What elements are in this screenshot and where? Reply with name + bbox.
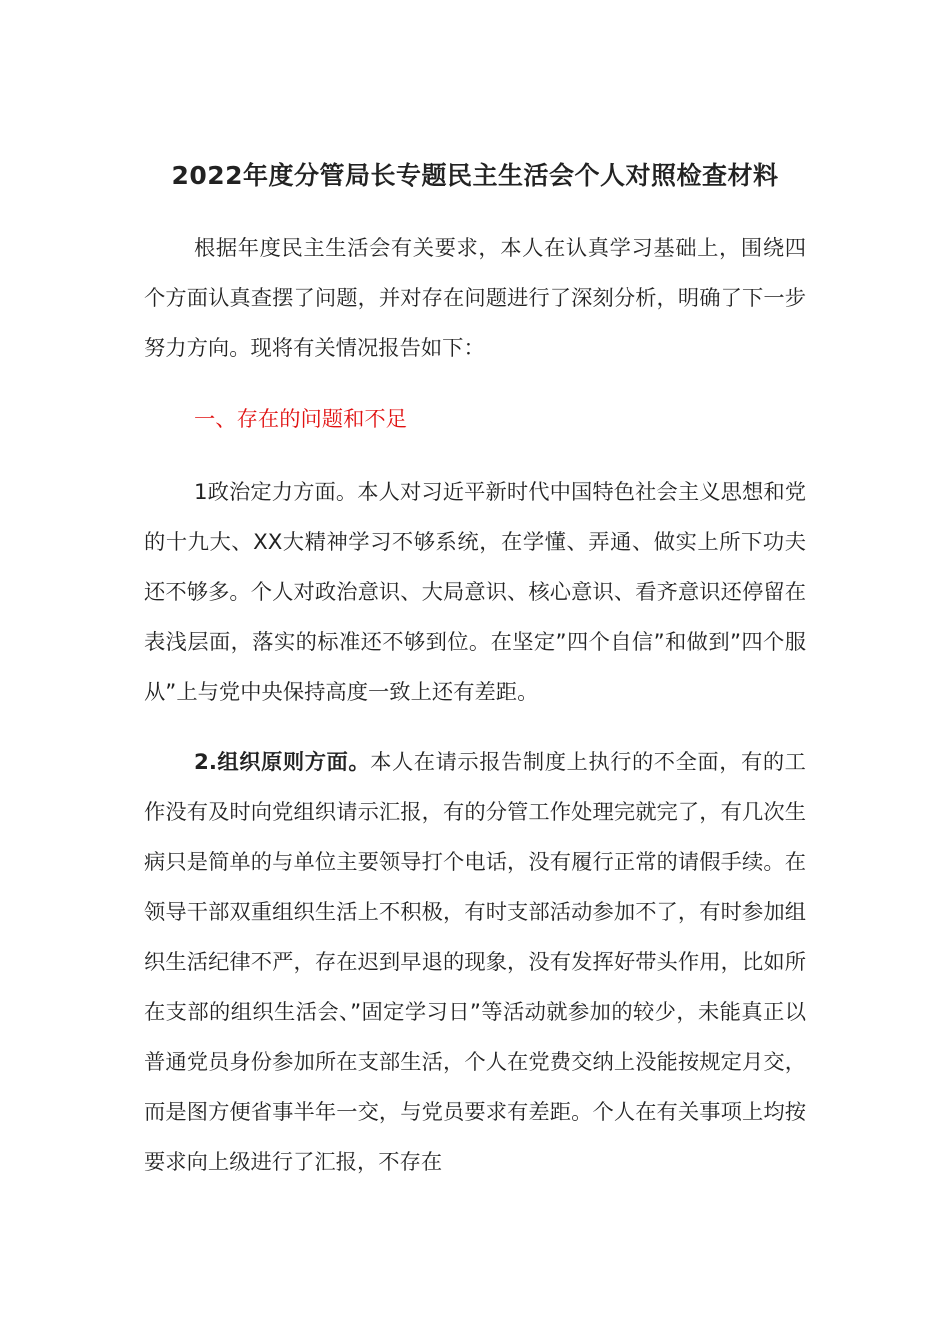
intro-paragraph: 根据年度民主生活会有关要求，本人在认真学习基础上，围绕四个方面认真查摆了问题，并对存在问题进行了深刻分析，明确了下一步努力方向。现将有关情况报告如下： xyxy=(144,236,806,361)
item-2-text: 本人在请示报告制度上执行的不全面，有的工作没有及时向党组织请示汇报，有的分管工作处理完就完了，有几次生病只是简单的与单位主要领导打个电话，没有履行正常的请假手续。在领导干部双重组织生活上不积极，有时支部活动参加不了，有时参加组织生活纪律不严，存在迟到早退的现象，没有发挥好带头作用，比如所在支部的组织生活会、”固定学习日”等活动就参加的较少，未能真正以普通党员身份参加所在支部生活，个人在党费交纳上没能按规定月交，而是图方便省事半年一交，与党员要求有差距。个人在有关事项上均按要求向上级进行了汇报，不存在 xyxy=(144,750,806,1175)
section-heading: 一、存在的问题和不足 xyxy=(194,407,407,432)
item-2-lead: 2.组织原则方面。 xyxy=(194,750,371,775)
item-2-paragraph xyxy=(144,738,806,1188)
document-title: 2022年度分管局长专题民主生活会个人对照检查材料 xyxy=(171,161,779,190)
item-1-paragraph: 1政治定力方面。本人对习近平新时代中国特色社会主义思想和党的十九大、XX大精神学习不够系统，在学懂、弄通、做实上所下功夫还不够多。个人对政治意识、大局意识、核心意识、看齐意识还停留在表浅层面，落实的标准还不够到位。在坚定”四个自信”和做到”四个服从”上与党中央保持高度一致上还有差距。 xyxy=(144,480,806,705)
